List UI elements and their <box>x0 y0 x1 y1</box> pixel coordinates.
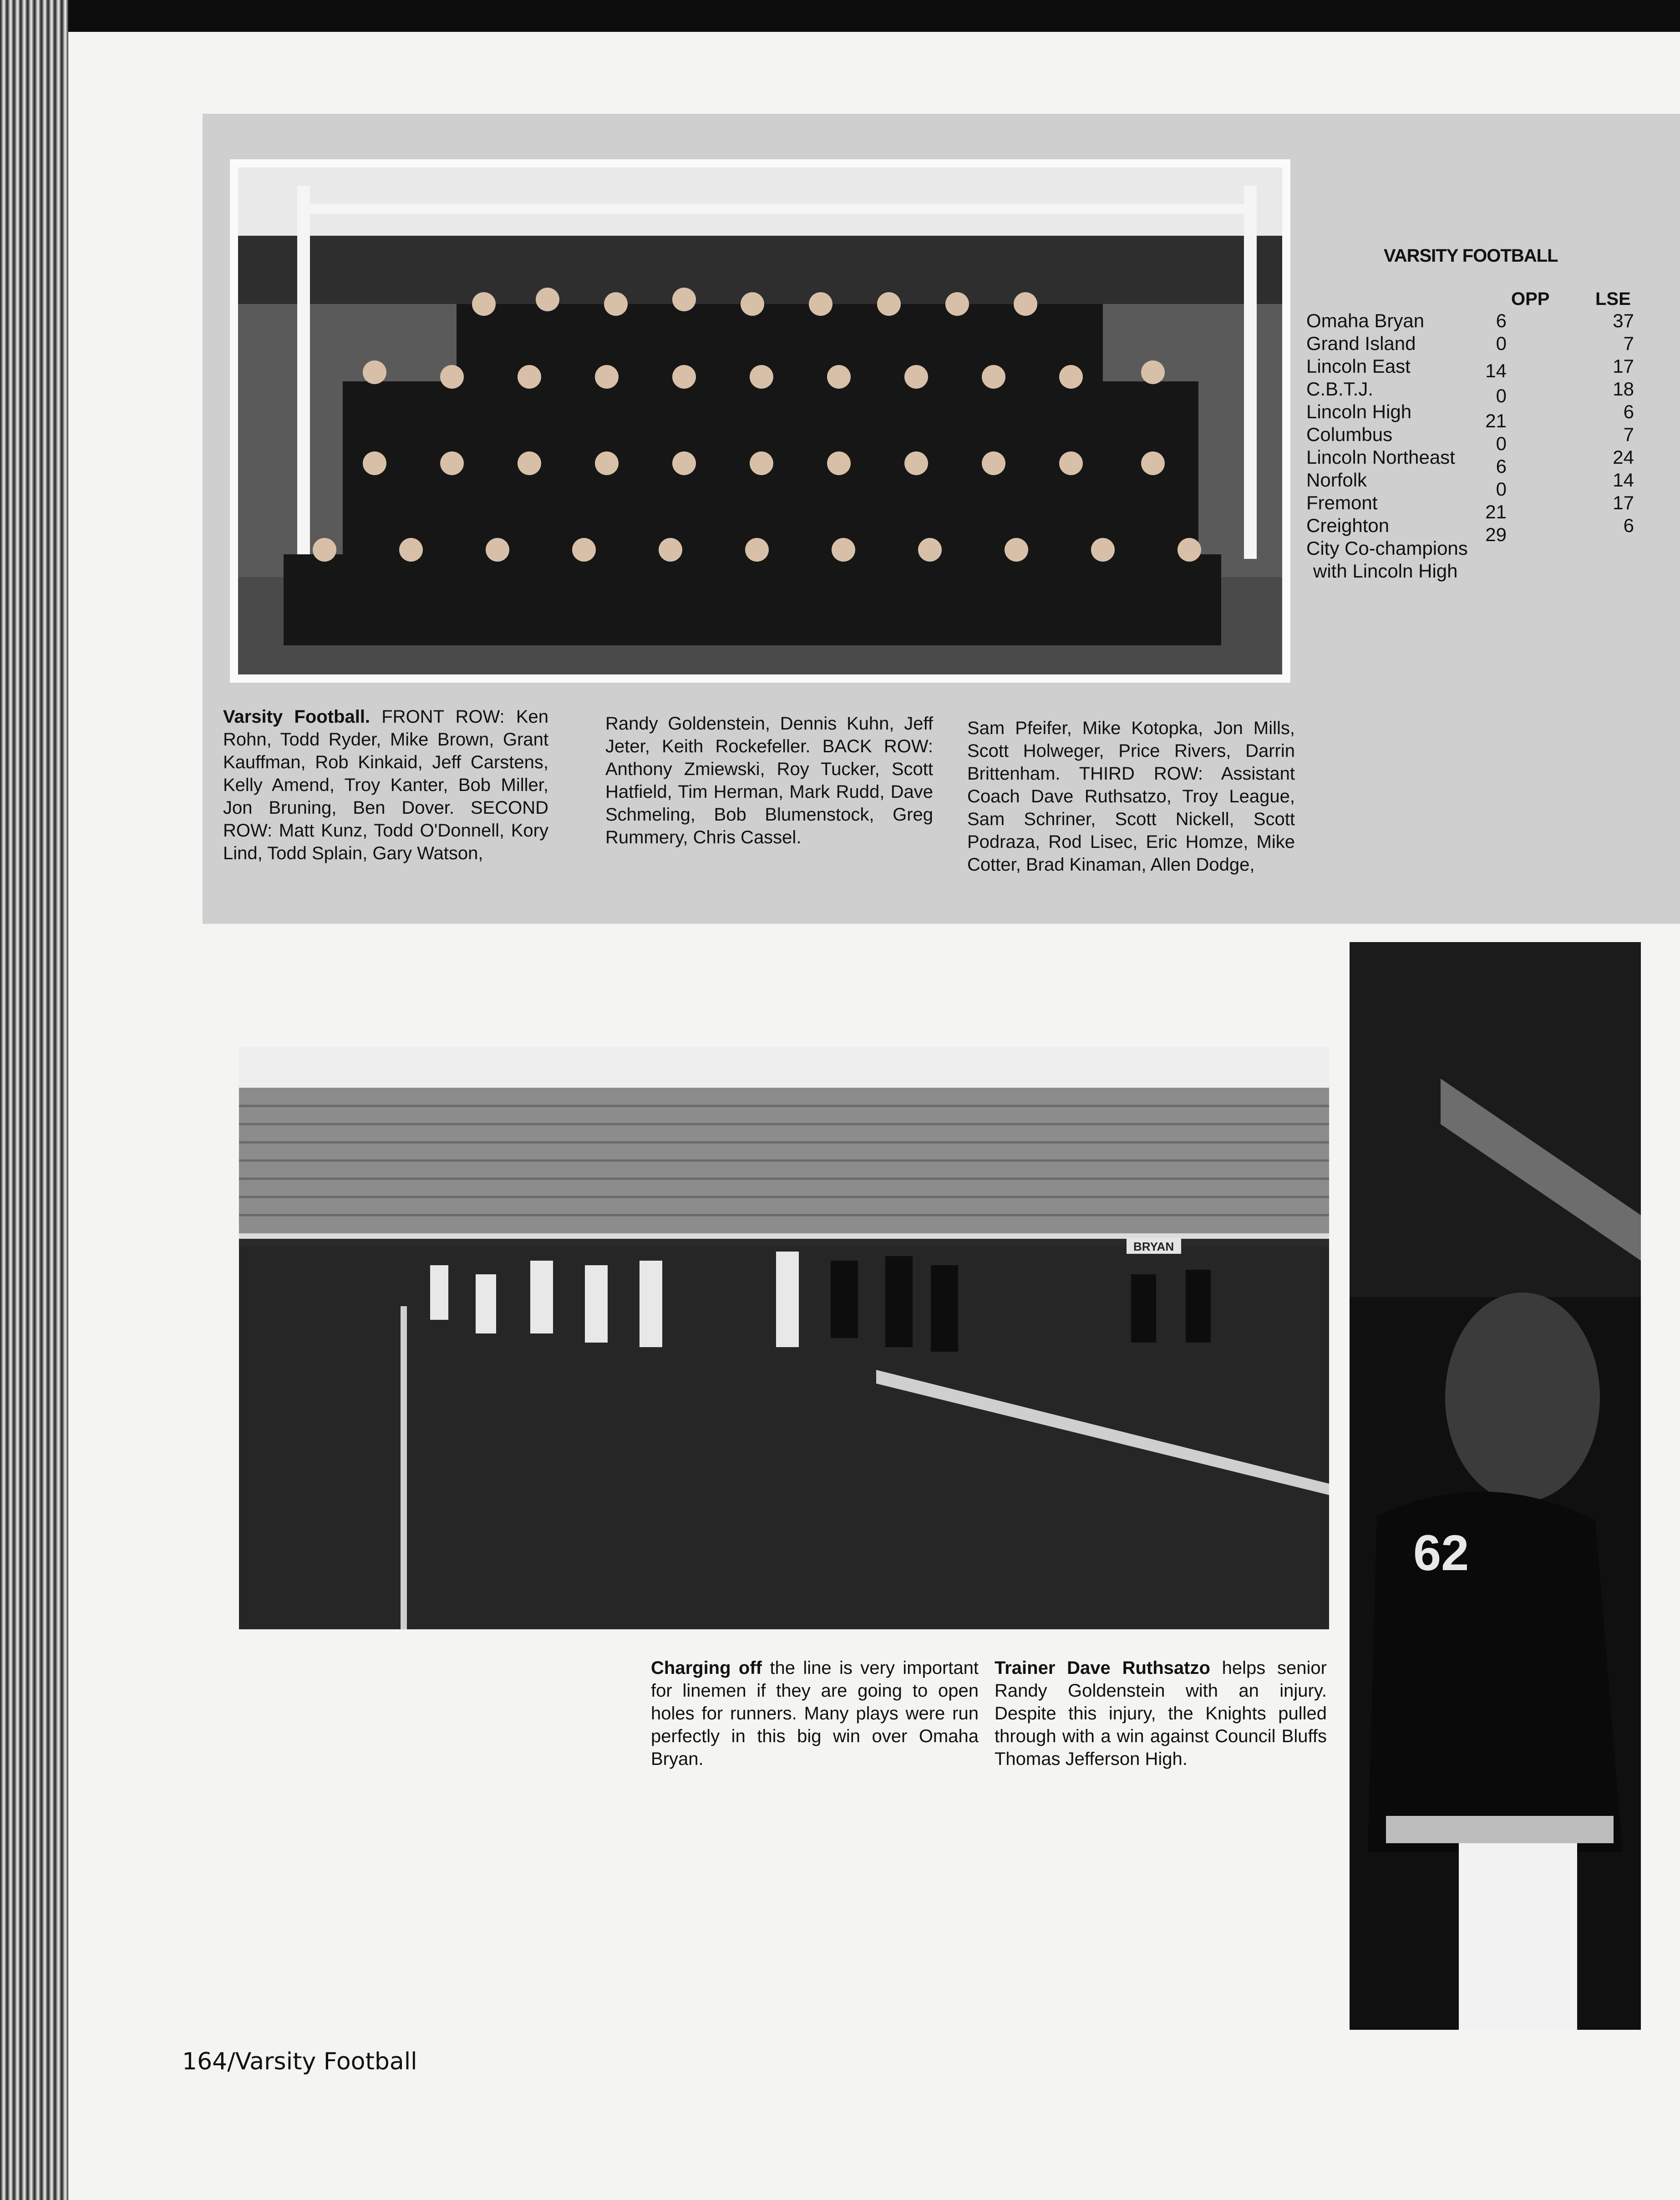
scoreboard-note-line2: with Lincoln High <box>1313 560 1458 582</box>
charging-caption-text: the line is very important for linemen if they are going to open holes for runners. Many plays were run perfectly in this big win over Omaha Bryan. <box>651 1658 979 1769</box>
score-row: Creighton 29 6 <box>1306 515 1634 545</box>
score-row: Columbus 0 7 <box>1306 424 1634 454</box>
game-action-photo <box>239 1047 1329 1629</box>
charging-caption <box>651 1657 979 1770</box>
trainer-caption-text: helps senior Randy Goldenstein with an injury. Despite this injury, the Knights pulled through with a win against Council Bluffs Thomas Jefferson High. <box>995 1658 1327 1769</box>
score-row: Lincoln High 21 6 <box>1306 401 1634 431</box>
score-row: Lincoln Northeast 6 24 <box>1306 446 1634 477</box>
team-caption-text-3: Sam Pfeifer, Mike Kotopka, Jon Mills, Scott Holweger, Price Rivers, Darrin Brittenham. THIRD ROW: Assistant Coach Dave Ruthsatzo, Troy League, Sam Schriner, Scott Nickell, Scott Podraza, Rod Lisec, Eric Homze, Mike Cotter, Brad Kinaman, Allen Dodge, <box>967 718 1295 875</box>
opp-column-header: OPP <box>1511 289 1550 309</box>
scoreboard-note-line1: City Co-champions <box>1306 537 1468 559</box>
top-edge <box>0 0 1680 32</box>
team-caption-column-3 <box>967 717 1295 876</box>
injured-player-photo <box>1350 942 1641 2030</box>
team-caption-lead: Varsity Football. <box>223 707 371 727</box>
team-caption-column-2 <box>605 712 933 849</box>
trainer-caption <box>995 1657 1327 1770</box>
score-row: C.B.T.J. 0 18 <box>1306 378 1634 406</box>
scoreboard-title: VARSITY FOOTBALL <box>1384 246 1558 266</box>
score-row: Fremont 21 17 <box>1306 492 1634 522</box>
trainer-caption-lead: Trainer Dave Ruthsatzo <box>995 1658 1210 1678</box>
team-caption-column-1 <box>223 705 548 865</box>
score-row: Norfolk 0 14 <box>1306 469 1634 500</box>
book-binding <box>0 0 68 2200</box>
jersey-number: 62 <box>1413 1525 1469 1581</box>
team-photo <box>230 159 1290 683</box>
lse-column-header: LSE <box>1595 289 1631 309</box>
page-folio: 164/Varsity Football <box>182 2048 417 2075</box>
score-row: Lincoln East 14 17 <box>1306 355 1634 381</box>
stadium-banner-text: BRYAN <box>1133 1240 1174 1253</box>
score-row: Grand Island 0 7 <box>1306 333 1634 354</box>
team-caption-text-2: Randy Goldenstein, Dennis Kuhn, Jeff Jeter, Keith Rockefeller. BACK ROW: Anthony Zmiewski, Roy Tucker, Scott Hatfield, Tim Herman, Mark Rudd, Dave Schmeling, Bob Blumenstock, Greg Rummery, Chris Cassel. <box>605 714 933 847</box>
team-caption-text-1: FRONT ROW: Ken Rohn, Todd Ryder, Mike Brown, Grant Kauffman, Rob Kinkaid, Jeff Carstens, Kelly Amend, Troy Kanter, Bob Miller, Jon Bruning, Ben Dover. SECOND ROW: Matt Kunz, Todd O'Donnell, Kory Lind, Todd Splain, Gary Watson, <box>223 707 548 863</box>
charging-caption-lead: Charging off <box>651 1658 762 1678</box>
score-row: Omaha Bryan 6 37 <box>1306 310 1634 331</box>
